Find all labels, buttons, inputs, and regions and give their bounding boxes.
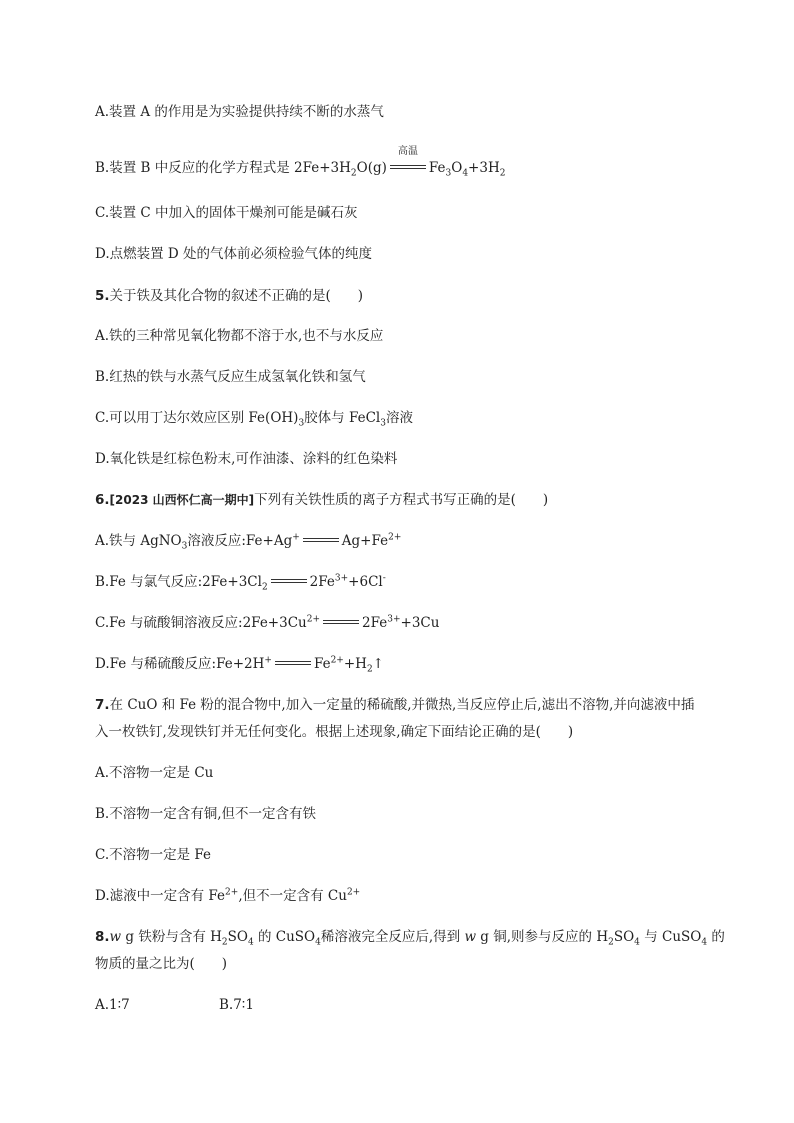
q4-option-b: B.装置 B 中反应的化学方程式是 $2Fe+3H_2O(g)$ 高温 $Fe_3O_4+3H_2$ [95,146,506,179]
q8-option-a: A.1∶7 [95,997,130,1013]
q5-option-b: B.红热的铁与水蒸气反应生成氢氧化铁和氢气 [95,369,366,385]
question-number: 7. [95,697,110,713]
equation-sign: 高温 [388,159,428,177]
q8-option-b: B.7∶1 [219,997,254,1013]
q7-option-d: D.滤液中一定含有 $Fe^{2+}$,但不一定含有 $Cu^{2+}$ [95,887,361,904]
q6-option-b: B.Fe 与氯气反应$:2Fe+3Cl_2$ $2Fe^{3+}+6Cl^-$ [95,573,386,593]
question-8-stem-line1: 8.w g 铁粉与含有 $H_2SO_4$ 的 CuSO$_4$稀溶液完全反应后,得到 w g 铜,则参与反应的 $H_2SO_4$ 与 CuSO$_4$ 的 [95,929,725,948]
q7-option-b: B.不溶物一定含有铜,但不一定含有铁 [95,806,317,822]
q7-option-a: A.不溶物一定是 Cu [95,765,214,781]
question-8-stem-line2: 物质的量之比为( ) [95,956,228,972]
q5-option-c: C.可以用丁达尔效应区别 $Fe(OH)_3$胶体与 FeCl$_3$溶液 [95,410,413,429]
question-5-stem: 5.关于铁及其化合物的叙述不正确的是( ) [95,288,364,304]
question-6-stem: 6.[2023 山西怀仁高一期中]下列有关铁性质的离子方程式书写正确的是( ) [95,492,549,508]
question-7-stem-line2: 入一枚铁钉,发现铁钉并无任何变化。根据上述现象,确定下面结论正确的是( ) [95,724,574,740]
question-source: [2023 山西怀仁高一期中] [109,493,255,507]
q5-option-d: D.氧化铁是红棕色粉末,可作油漆、涂料的红色染料 [95,451,398,467]
q7-option-c: C.不溶物一定是 Fe [95,847,212,863]
q6-option-c: C.Fe 与硫酸铜溶液反应$:2Fe+3Cu^{2+}$ $2Fe^{3+}+3Cu$ [95,614,440,631]
q4-option-c: C.装置 C 中加入的固体干燥剂可能是碱石灰 [95,205,358,221]
question-number: 8. [95,929,110,945]
question-7-stem-line1: 7.在 CuO 和 Fe 粉的混合物中,加入一定量的稀硫酸,并微热,当反应停止后,滤出不溶物,并向滤液中插 [95,697,695,713]
q4-option-d: D.点燃装置 D 处的气体前必须检验气体的纯度 [95,246,373,262]
question-number: 6. [95,492,110,508]
q6-option-a: A.铁与 AgNO$_3$溶液反应:Fe+Ag+ $Ag+Fe^{2+}$ [95,532,402,552]
q4-option-a: A.装置 A 的作用是为实验提供持续不断的水蒸气 [95,104,384,120]
q5-option-a: A.铁的三种常见氧化物都不溶于水,也不与水反应 [95,328,384,344]
question-number: 5. [95,288,110,304]
q6-option-d: D.Fe 与稀硫酸反应:Fe+2H+ $Fe^{2+}+H_2↑$ [95,655,384,675]
